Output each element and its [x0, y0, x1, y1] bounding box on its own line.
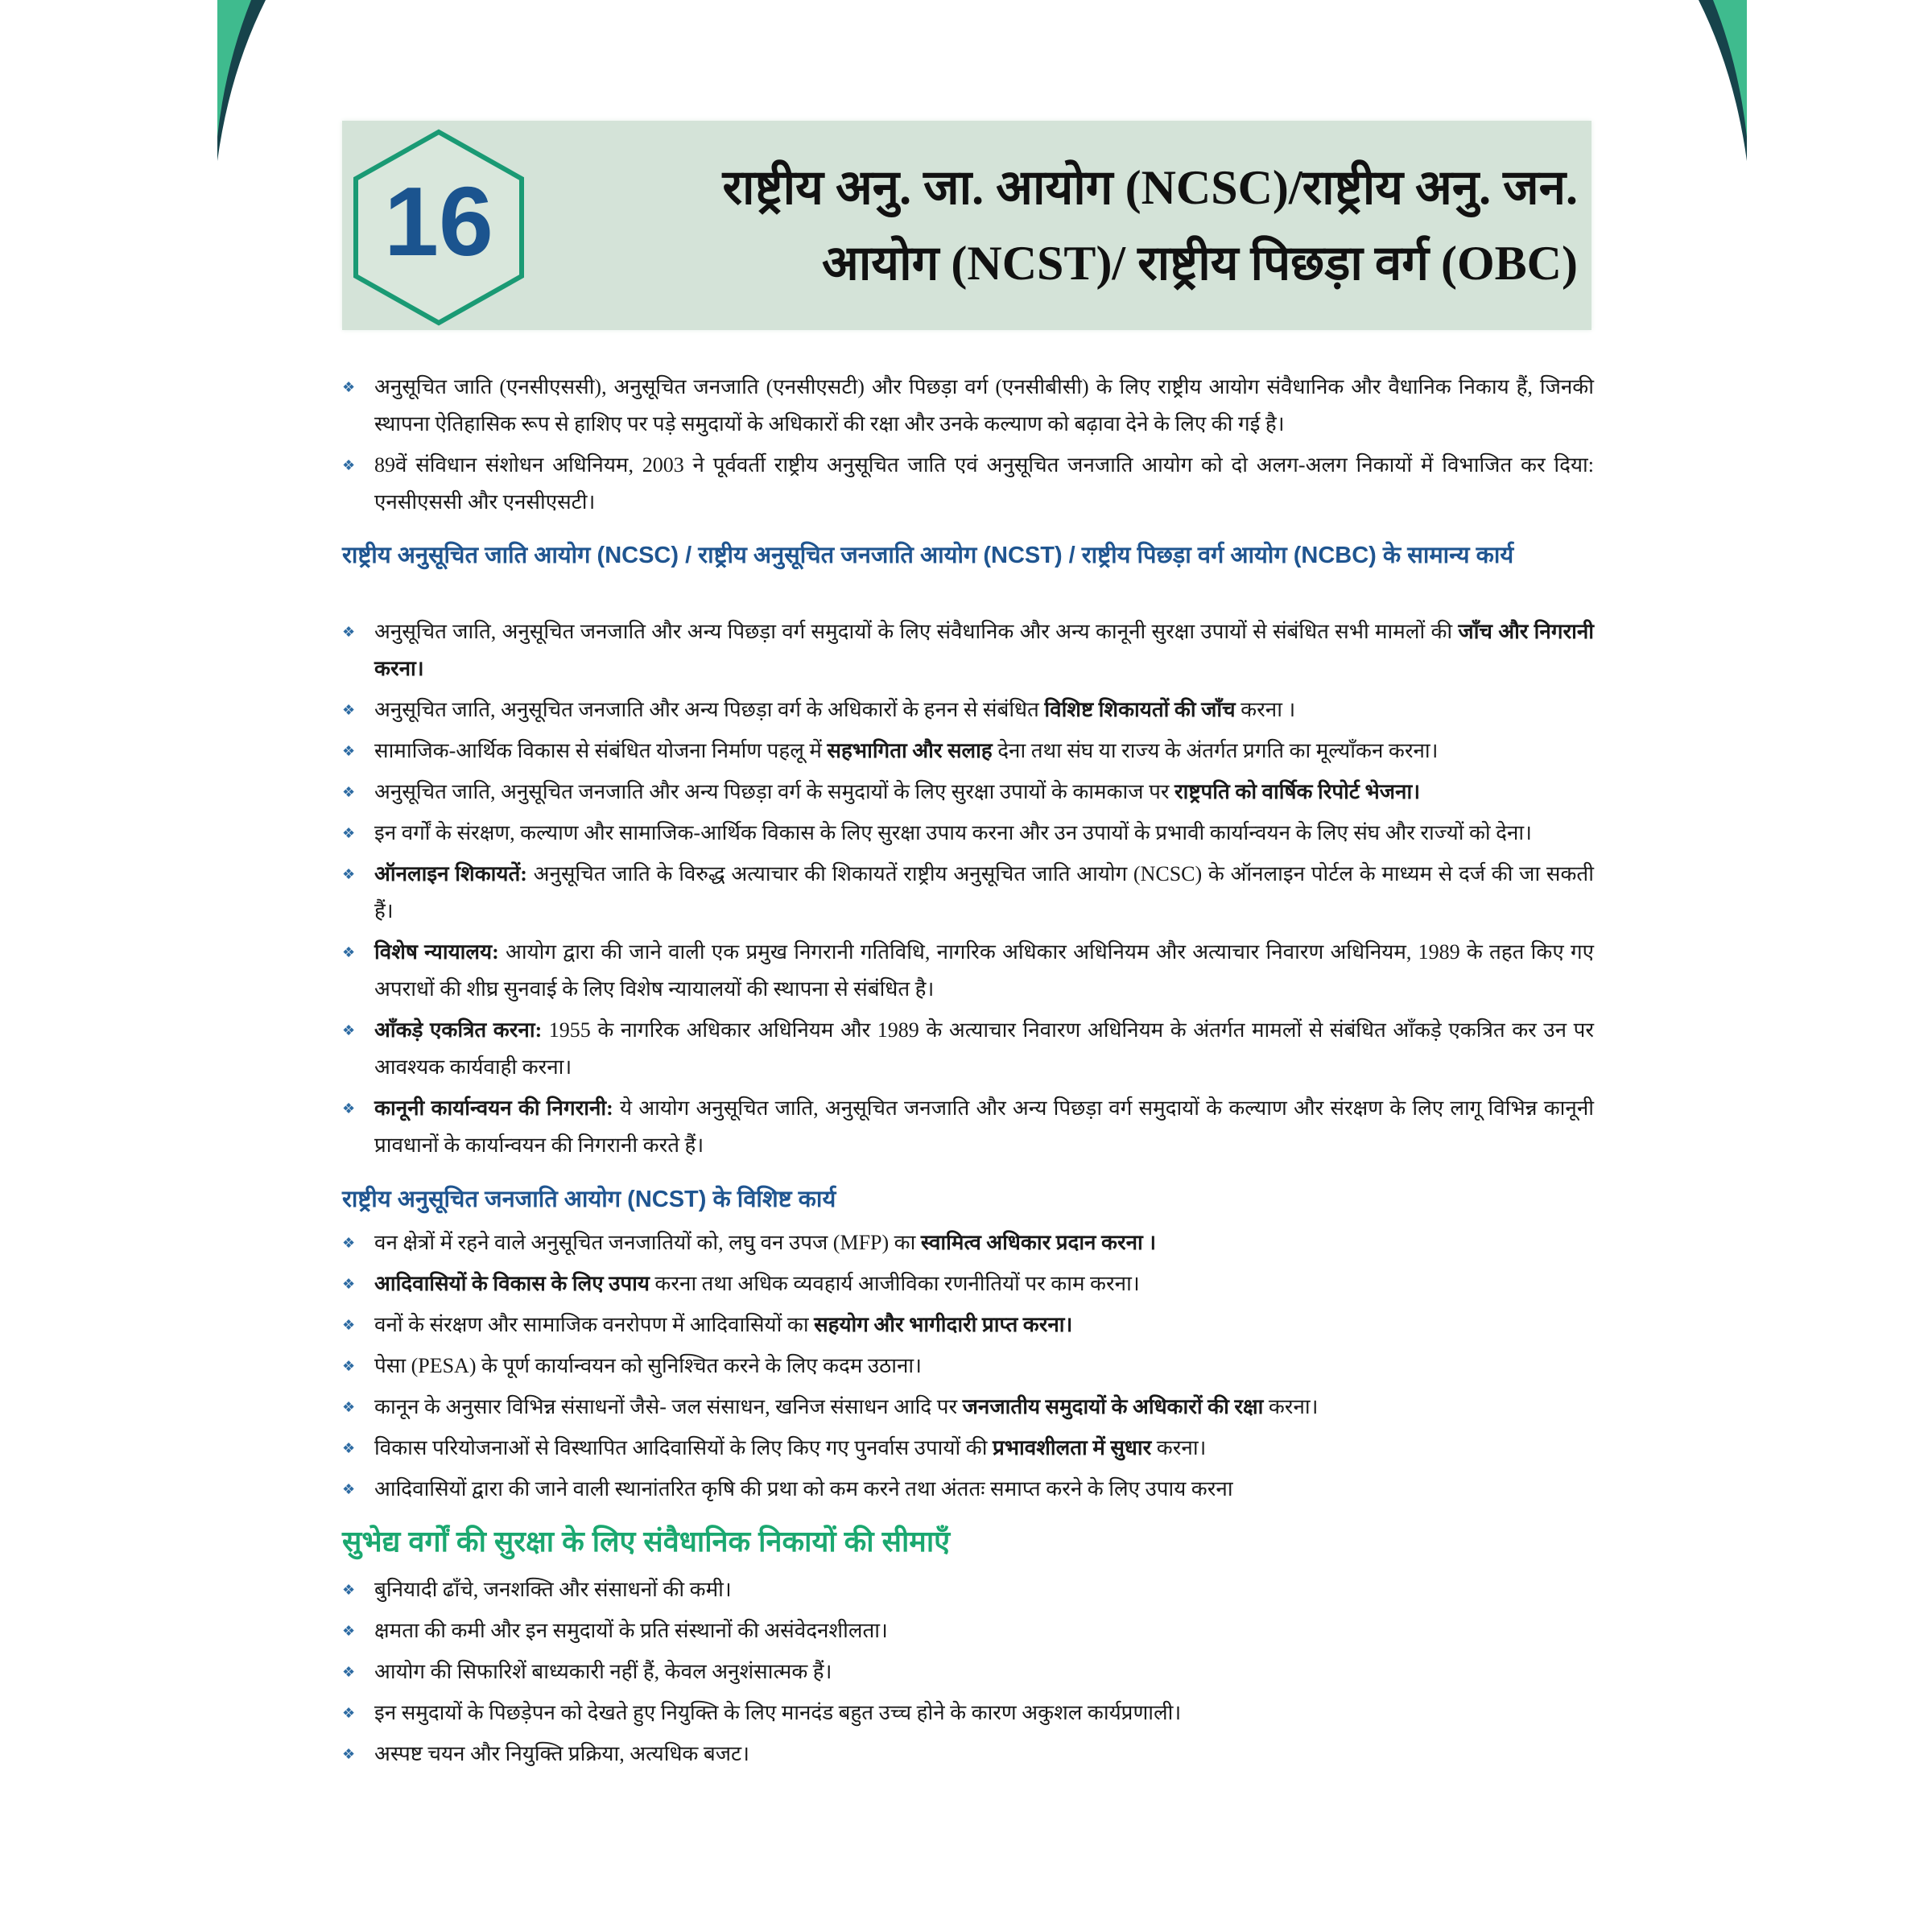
diamond-bullet-icon: ❖ [342, 1746, 356, 1762]
diamond-bullet-icon: ❖ [342, 1664, 356, 1680]
list-item [342, 1307, 1594, 1344]
limits-heading: सुभेद्य वर्गों की सुरक्षा के लिए संवैधानिक निकायों की सीमाएँ [342, 1525, 951, 1558]
text: करना। [1263, 1395, 1319, 1418]
diamond-bullet-icon: ❖ [342, 784, 356, 800]
text: अनुसूचित जाति (एनसीएससी), अनुसूचित जनजाति (एनसीएसटी) और पिछड़ा वर्ग (एनसीबीसी) के लिए राष्ट्रीय आयोग संवैधानिक और वैधानिक निकाय हैं, जिनकी स्थापना ऐतिहासिक रूप से हाशिए पर पड़े समुदायों के अधिकारों की रक्षा और उनके कल्याण को बढ़ावा देने के लिए की गई है। [374, 375, 1594, 436]
text: अस्पष्ट चयन और नियुक्ति प्रक्रिया, अत्यधिक बजट। [374, 1742, 749, 1765]
list-item [342, 447, 1594, 521]
list-item [342, 1571, 1594, 1608]
text: 1955 के नागरिक अधिकार अधिनियम और 1989 के अत्याचार निवारण अधिनियम के अंतर्गत मामलों से संबंधित आँकड़े एकत्रित कर उन पर आवश्यक कार्यवाही करना। [374, 1018, 1594, 1079]
bold-text: ऑनलाइन शिकायतें: [374, 862, 527, 886]
diamond-bullet-icon: ❖ [342, 702, 356, 718]
text: क्षमता की कमी और इन समुदायों के प्रति संस्थानों की असंवेदनशीलता। [374, 1619, 888, 1642]
list-item [342, 1012, 1594, 1086]
diamond-bullet-icon: ❖ [342, 825, 356, 841]
bold-text: विशिष्ट शिकायतों की जाँच [1044, 698, 1236, 721]
text: 89वें संविधान संशोधन अधिनियम, 2003 ने पूर्ववर्ती राष्ट्रीय अनुसूचित जाति एवं अनुसूचित जनजाति आयोग को दो अलग-अलग निकायों में विभाजित कर दिया: एनसीएससी और एनसीएसटी। [374, 453, 1594, 514]
text: वन क्षेत्रों में रहने वाले अनुसूचित जनजातियों को, लघु वन उपज (MFP) का [374, 1231, 921, 1254]
list-item [342, 1736, 1594, 1773]
list-item [342, 369, 1594, 443]
list-item [342, 1224, 1594, 1261]
diamond-bullet-icon: ❖ [342, 1022, 356, 1038]
list-item [342, 934, 1594, 1008]
ncst-heading: राष्ट्रीय अनुसूचित जनजाति आयोग (NCST) के विशिष्ट कार्य [342, 1187, 836, 1212]
text: बुनियादी ढाँचे, जनशक्ति और संसाधनों की कमी। [374, 1578, 732, 1601]
functions-heading: राष्ट्रीय अनुसूचित जाति आयोग (NCSC) / राष्ट्रीय अनुसूचित जनजाति आयोग (NCST) / राष्ट्रीय पिछड़ा वर्ग आयोग (NCBC) के सामान्य कार्य [342, 543, 1514, 568]
text: ये आयोग अनुसूचित जाति, अनुसूचित जनजाति और अन्य पिछड़ा वर्ग समुदायों के कल्याण और संरक्षण के लिए लागू विभिन्न कानूनी प्रावधानों के कार्यान्वयन की निगरानी करते हैं। [374, 1096, 1595, 1157]
list-item [342, 613, 1594, 687]
bold-text: आँकड़े एकत्रित करना: [374, 1018, 543, 1042]
diamond-bullet-icon: ❖ [342, 866, 356, 882]
text: वनों के संरक्षण और सामाजिक वनरोपण में आदिवासियों का [374, 1313, 815, 1336]
chapter-title-line1: राष्ट्रीय अनु. जा. आयोग (NCSC)/राष्ट्रीय अनु. जन. [722, 161, 1578, 214]
bold-text: आदिवासियों के विकास के लिए उपाय [374, 1272, 650, 1295]
diamond-bullet-icon: ❖ [342, 1481, 356, 1497]
list-item [342, 1265, 1594, 1302]
chapter-number: 16 [384, 167, 493, 276]
text: अनुसूचित जाति, अनुसूचित जनजाति और अन्य पिछड़ा वर्ग के अधिकारों के हनन से संबंधित [374, 698, 1045, 721]
intro-list [342, 369, 1594, 521]
bold-text: जनजातीय समुदायों के अधिकारों की रक्षा [962, 1395, 1264, 1418]
functions-list [342, 613, 1594, 1164]
diamond-bullet-icon: ❖ [342, 1399, 356, 1415]
list-item [342, 774, 1594, 811]
text: कानून के अनुसार विभिन्न संसाधनों जैसे- जल संसाधन, खनिज संसाधन आदि पर [374, 1395, 963, 1418]
bold-text: विशेष न्यायालय: [374, 940, 499, 964]
text: अनुसूचित जाति के विरुद्ध अत्याचार की शिकायतें राष्ट्रीय अनुसूचित जाति आयोग (NCSC) के ऑनलाइन पोर्टल के माध्यम से दर्ज की जा सकती हैं। [374, 862, 1594, 923]
text: इन वर्गों के संरक्षण, कल्याण और सामाजिक-आर्थिक विकास के लिए सुरक्षा उपाय करना और उन उपायों के प्रभावी कार्यान्वयन के लिए संघ और राज्यों को देना। [374, 821, 1532, 844]
diamond-bullet-icon: ❖ [342, 1623, 356, 1639]
diamond-bullet-icon: ❖ [342, 1235, 356, 1251]
diamond-bullet-icon: ❖ [342, 743, 356, 759]
list-item [342, 1430, 1594, 1467]
list-item [342, 1348, 1594, 1385]
list-item [342, 815, 1594, 852]
diamond-bullet-icon: ❖ [342, 1440, 356, 1456]
limits-list [342, 1571, 1594, 1773]
diamond-bullet-icon: ❖ [342, 1276, 356, 1292]
text: करना। [1151, 1436, 1207, 1459]
bold-text: प्रभावशीलता में सुधार [992, 1436, 1152, 1459]
list-item [342, 1612, 1594, 1649]
diamond-bullet-icon: ❖ [342, 1358, 356, 1374]
diamond-bullet-icon: ❖ [342, 1705, 356, 1721]
ncst-section [342, 1224, 1594, 1512]
bold-text: राष्ट्रपति को वार्षिक रिपोर्ट भेजना। [1174, 780, 1421, 803]
diamond-bullet-icon: ❖ [342, 624, 356, 640]
text: अनुसूचित जाति, अनुसूचित जनजाति और अन्य पिछड़ा वर्ग समुदायों के लिए संवैधानिक और अन्य कानूनी सुरक्षा उपायों से संबंधित सभी मामलों की [374, 620, 1459, 643]
list-item [342, 856, 1594, 930]
text: आयोग की सिफारिशें बाध्यकारी नहीं हैं, केवल अनुशंसात्मक हैं। [374, 1660, 832, 1683]
bold-text: सहयोग और भागीदारी प्राप्त करना। [814, 1313, 1073, 1336]
bold-text: स्वामित्व अधिकार प्रदान करना । [920, 1231, 1157, 1254]
list-item [342, 1653, 1594, 1690]
diamond-bullet-icon: ❖ [342, 379, 356, 395]
diamond-bullet-icon: ❖ [342, 1582, 356, 1598]
ncst-list [342, 1224, 1594, 1508]
list-item [342, 691, 1594, 729]
bold-text: जाँच और निगरानी करना। [374, 620, 1595, 680]
text: करना । [1235, 698, 1296, 721]
list-item [342, 733, 1594, 770]
diamond-bullet-icon: ❖ [342, 1317, 356, 1333]
text: आदिवासियों द्वारा की जाने वाली स्थानांतरित कृषि की प्रथा को कम करने तथा अंततः समाप्त करने के लिए उपाय करना [374, 1477, 1233, 1501]
bold-text: सहभागिता और सलाह [827, 739, 993, 762]
text: अनुसूचित जाति, अनुसूचित जनजाति और अन्य पिछड़ा वर्ग के समुदायों के लिए सुरक्षा उपायों के कामकाज पर [374, 780, 1174, 803]
intro-section [342, 369, 1594, 525]
text: विकास परियोजनाओं से विस्थापित आदिवासियों के लिए किए गए पुनर्वास उपायों की [374, 1436, 993, 1459]
diamond-bullet-icon: ❖ [342, 1100, 356, 1117]
list-item [342, 1389, 1594, 1426]
list-item [342, 1471, 1594, 1508]
list-item [342, 1695, 1594, 1732]
bold-text: कानूनी कार्यान्वयन की निगरानी: [374, 1096, 613, 1120]
diamond-bullet-icon: ❖ [342, 457, 356, 473]
limits-section [342, 1571, 1594, 1777]
text: सामाजिक-आर्थिक विकास से संबंधित योजना निर्माण पहलू में [374, 739, 828, 762]
text: इन समुदायों के पिछड़ेपन को देखते हुए नियुक्ति के लिए मानदंड बहुत उच्च होने के कारण अकुशल कार्यप्रणाली। [374, 1701, 1182, 1724]
text: करना तथा अधिक व्यवहार्य आजीविका रणनीतियों पर काम करना। [649, 1272, 1140, 1295]
text: देना तथा संघ या राज्य के अंतर्गत प्रगति का मूल्याँकन करना। [992, 739, 1439, 762]
text: पेसा (PESA) के पूर्ण कार्यान्वयन को सुनिश्चित करने के लिए कदम उठाना। [374, 1354, 922, 1377]
list-item [342, 1090, 1594, 1164]
functions-section [342, 613, 1594, 1168]
diamond-bullet-icon: ❖ [342, 944, 356, 960]
chapter-title [564, 150, 1578, 301]
chapter-title-line2: आयोग (NCST)/ राष्ट्रीय पिछड़ा वर्ग (OBC) [821, 237, 1578, 290]
text: आयोग द्वारा की जाने वाली एक प्रमुख निगरानी गतिविधि, नागरिक अधिकार अधिनियम और अत्याचार निवारण अधिनियम, 1989 के तहत किए गए अपराधों की शीघ्र सुनवाई के लिए विशेष न्यायालयों की स्थापना से संबंधित है। [374, 940, 1594, 1001]
